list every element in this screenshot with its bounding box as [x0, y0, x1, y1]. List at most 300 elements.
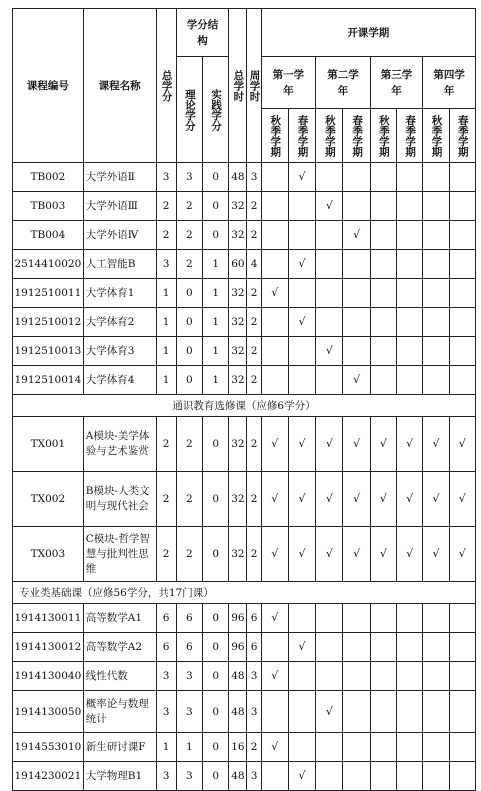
table-row: [13, 633, 476, 662]
semester-cell: [316, 366, 343, 395]
course-code: 1914130040: [13, 662, 84, 691]
semester-check-mark: √: [449, 472, 475, 527]
course-code: TX002: [13, 472, 84, 527]
semester-check-mark: √: [370, 472, 396, 527]
semester-cell: [343, 308, 370, 337]
semester-cell: [370, 733, 396, 762]
semester-check-mark: √: [343, 472, 370, 527]
total-credits: 6: [156, 604, 176, 633]
semester-cell: [423, 691, 449, 733]
practice-credits: 1: [203, 308, 229, 337]
semester-cell: [449, 604, 475, 633]
practice-credits: 1: [203, 279, 229, 308]
table-row: [13, 762, 476, 791]
practice-credits: 1: [203, 337, 229, 366]
total-credits: 1: [156, 366, 176, 395]
course-name: 概率论与数理统计: [83, 691, 156, 733]
semester-check-mark: √: [449, 527, 475, 582]
course-code: TX001: [13, 417, 84, 472]
total-credits: 1: [156, 279, 176, 308]
table-row: [13, 221, 476, 250]
weekly-hours: 2: [247, 417, 261, 472]
weekly-hours: 2: [247, 527, 261, 582]
table-body: [13, 163, 476, 791]
semester-cell: [343, 762, 370, 791]
course-name: 高等数学A1: [83, 604, 156, 633]
semester-check-mark: √: [370, 417, 396, 472]
semester-check-mark: √: [288, 472, 315, 527]
semester-check-mark: √: [288, 417, 315, 472]
semester-cell: [397, 308, 423, 337]
section-header-row: [13, 582, 476, 604]
semester-cell: [370, 250, 396, 279]
semester-cell: [449, 221, 475, 250]
course-name: 线性代数: [83, 662, 156, 691]
header-weekly-hours: 周学时: [247, 9, 261, 163]
total-hours: 32: [229, 337, 247, 366]
semester-cell: [370, 221, 396, 250]
semester-cell: [316, 308, 343, 337]
course-name: 大学物理B1: [83, 762, 156, 791]
semester-cell: [449, 691, 475, 733]
semester-cell: [288, 337, 315, 366]
course-name: 人工智能B: [83, 250, 156, 279]
table-row: [13, 192, 476, 221]
weekly-hours: 2: [247, 308, 261, 337]
semester-check-mark: √: [288, 308, 315, 337]
semester-cell: [397, 279, 423, 308]
total-hours: 32: [229, 527, 247, 582]
course-code: 1914230021: [13, 762, 84, 791]
weekly-hours: 2: [247, 366, 261, 395]
course-code: TB004: [13, 221, 84, 250]
course-name: 大学体育3: [83, 337, 156, 366]
total-hours: 32: [229, 366, 247, 395]
header-credit-structure: 学分结构: [176, 9, 229, 57]
semester-cell: [261, 633, 288, 662]
practice-credits: 0: [203, 527, 229, 582]
theory-credits: 2: [176, 527, 202, 582]
semester-check-mark: √: [370, 527, 396, 582]
table-row: [13, 604, 476, 633]
semester-check-mark: √: [397, 527, 423, 582]
semester-check-mark: √: [261, 279, 288, 308]
table-row: [13, 250, 476, 279]
header-autumn: 秋季学期: [261, 109, 288, 163]
semester-cell: [370, 662, 396, 691]
practice-credits: 0: [203, 633, 229, 662]
semester-cell: [370, 604, 396, 633]
theory-credits: 2: [176, 221, 202, 250]
semester-check-mark: √: [288, 762, 315, 791]
semester-cell: [397, 366, 423, 395]
semester-cell: [288, 604, 315, 633]
practice-credits: 0: [203, 691, 229, 733]
semester-cell: [397, 337, 423, 366]
semester-cell: [449, 337, 475, 366]
table-row: [13, 279, 476, 308]
total-credits: 3: [156, 163, 176, 192]
semester-cell: [423, 733, 449, 762]
semester-cell: [370, 192, 396, 221]
total-credits: 1: [156, 308, 176, 337]
semester-cell: [343, 633, 370, 662]
semester-cell: [370, 633, 396, 662]
course-code: 1912510012: [13, 308, 84, 337]
header-course-code: 课程编号: [13, 9, 84, 163]
semester-cell: [288, 192, 315, 221]
curriculum-table: [12, 8, 476, 791]
semester-check-mark: √: [343, 221, 370, 250]
header-spring: 春季学期: [449, 109, 475, 163]
table-row: [13, 527, 476, 582]
total-hours: 48: [229, 662, 247, 691]
semester-check-mark: √: [423, 527, 449, 582]
semester-cell: [423, 366, 449, 395]
semester-cell: [449, 308, 475, 337]
semester-cell: [397, 250, 423, 279]
total-hours: 32: [229, 192, 247, 221]
semester-cell: [288, 662, 315, 691]
semester-check-mark: √: [343, 417, 370, 472]
semester-cell: [423, 604, 449, 633]
semester-cell: [316, 633, 343, 662]
total-credits: 2: [156, 472, 176, 527]
header-year-2: 第二学年: [316, 57, 371, 109]
semester-cell: [261, 308, 288, 337]
table-row: [13, 472, 476, 527]
total-hours: 32: [229, 279, 247, 308]
header-total-hours: 总学时: [229, 9, 247, 163]
total-hours: 96: [229, 633, 247, 662]
semester-check-mark: √: [316, 337, 343, 366]
weekly-hours: 2: [247, 192, 261, 221]
semester-cell: [423, 337, 449, 366]
semester-cell: [343, 192, 370, 221]
practice-credits: 0: [203, 662, 229, 691]
semester-cell: [397, 221, 423, 250]
theory-credits: 1: [176, 733, 202, 762]
semester-cell: [449, 279, 475, 308]
total-hours: 96: [229, 604, 247, 633]
total-credits: 3: [156, 662, 176, 691]
semester-cell: [343, 163, 370, 192]
total-hours: 48: [229, 691, 247, 733]
semester-check-mark: √: [261, 472, 288, 527]
total-credits: 2: [156, 417, 176, 472]
weekly-hours: 3: [247, 691, 261, 733]
semester-cell: [343, 604, 370, 633]
course-name: 新生研讨课F: [83, 733, 156, 762]
semester-check-mark: √: [288, 250, 315, 279]
semester-check-mark: √: [288, 527, 315, 582]
header-semester: 开课学期: [261, 9, 475, 57]
total-credits: 1: [156, 733, 176, 762]
weekly-hours: 6: [247, 633, 261, 662]
theory-credits: 3: [176, 691, 202, 733]
practice-credits: 0: [203, 604, 229, 633]
header-year-1: 第一学年: [261, 57, 316, 109]
course-name: 大学外语Ⅱ: [83, 163, 156, 192]
semester-cell: [423, 633, 449, 662]
total-credits: 1: [156, 337, 176, 366]
practice-credits: 0: [203, 221, 229, 250]
course-code: 1912510014: [13, 366, 84, 395]
semester-cell: [423, 221, 449, 250]
theory-credits: 2: [176, 417, 202, 472]
theory-credits: 3: [176, 662, 202, 691]
semester-cell: [316, 604, 343, 633]
semester-check-mark: √: [343, 527, 370, 582]
semester-cell: [397, 733, 423, 762]
semester-cell: [397, 662, 423, 691]
header-theory-credits: 理论学分: [176, 57, 202, 163]
semester-cell: [288, 221, 315, 250]
course-code: TX003: [13, 527, 84, 582]
semester-cell: [397, 633, 423, 662]
course-name: B模块-人类文明与现代社会: [83, 472, 156, 527]
course-code: 1914130011: [13, 604, 84, 633]
weekly-hours: 3: [247, 163, 261, 192]
total-hours: 32: [229, 308, 247, 337]
table-row: [13, 308, 476, 337]
total-credits: 6: [156, 633, 176, 662]
course-name: 大学体育2: [83, 308, 156, 337]
semester-check-mark: √: [343, 366, 370, 395]
semester-cell: [370, 762, 396, 791]
total-credits: 2: [156, 221, 176, 250]
course-name: 高等数学A2: [83, 633, 156, 662]
course-code: TB002: [13, 163, 84, 192]
semester-cell: [261, 691, 288, 733]
theory-credits: 3: [176, 762, 202, 791]
semester-cell: [397, 163, 423, 192]
semester-cell: [261, 762, 288, 791]
practice-credits: 0: [203, 163, 229, 192]
semester-cell: [261, 221, 288, 250]
semester-cell: [423, 163, 449, 192]
practice-credits: 0: [203, 192, 229, 221]
weekly-hours: 2: [247, 337, 261, 366]
semester-cell: [261, 250, 288, 279]
semester-check-mark: √: [261, 604, 288, 633]
semester-cell: [370, 163, 396, 192]
semester-check-mark: √: [449, 417, 475, 472]
semester-check-mark: √: [261, 417, 288, 472]
semester-check-mark: √: [288, 163, 315, 192]
semester-check-mark: √: [397, 417, 423, 472]
semester-cell: [423, 662, 449, 691]
semester-cell: [397, 604, 423, 633]
semester-check-mark: √: [316, 417, 343, 472]
semester-cell: [449, 733, 475, 762]
semester-cell: [288, 366, 315, 395]
semester-cell: [423, 762, 449, 791]
semester-cell: [370, 308, 396, 337]
semester-cell: [370, 691, 396, 733]
semester-cell: [343, 662, 370, 691]
semester-cell: [397, 192, 423, 221]
total-credits: 3: [156, 691, 176, 733]
semester-check-mark: √: [261, 733, 288, 762]
semester-cell: [316, 250, 343, 279]
semester-cell: [370, 279, 396, 308]
theory-credits: 0: [176, 337, 202, 366]
course-name: 大学外语Ⅳ: [83, 221, 156, 250]
header-practice-credits: 实践学分: [203, 57, 229, 163]
semester-cell: [343, 279, 370, 308]
table-row: [13, 366, 476, 395]
semester-cell: [370, 337, 396, 366]
weekly-hours: 2: [247, 472, 261, 527]
theory-credits: 0: [176, 308, 202, 337]
total-hours: 48: [229, 163, 247, 192]
course-name: 大学体育1: [83, 279, 156, 308]
table-header: [13, 9, 476, 163]
theory-credits: 2: [176, 250, 202, 279]
table-row: [13, 662, 476, 691]
semester-cell: [316, 279, 343, 308]
weekly-hours: 3: [247, 762, 261, 791]
course-code: 1914130050: [13, 691, 84, 733]
header-year-3: 第三学年: [370, 57, 423, 109]
semester-check-mark: √: [316, 192, 343, 221]
semester-cell: [316, 221, 343, 250]
total-hours: 48: [229, 762, 247, 791]
semester-check-mark: √: [261, 662, 288, 691]
table-row: [13, 337, 476, 366]
total-credits: 2: [156, 192, 176, 221]
theory-credits: 2: [176, 192, 202, 221]
practice-credits: 0: [203, 733, 229, 762]
semester-cell: [449, 192, 475, 221]
section-header-row: [13, 395, 476, 417]
header-spring: 春季学期: [397, 109, 423, 163]
course-name: A模块-美学体验与艺术鉴赏: [83, 417, 156, 472]
semester-cell: [397, 762, 423, 791]
semester-check-mark: √: [316, 691, 343, 733]
semester-check-mark: √: [261, 527, 288, 582]
weekly-hours: 3: [247, 662, 261, 691]
header-spring: 春季学期: [343, 109, 370, 163]
theory-credits: 6: [176, 633, 202, 662]
semester-check-mark: √: [316, 472, 343, 527]
semester-cell: [449, 250, 475, 279]
semester-cell: [316, 163, 343, 192]
semester-cell: [316, 733, 343, 762]
section-title: 专业类基础课（应修56学分，共17门课）: [13, 582, 476, 604]
semester-cell: [449, 662, 475, 691]
course-name: 大学外语Ⅲ: [83, 192, 156, 221]
semester-cell: [343, 691, 370, 733]
semester-cell: [449, 762, 475, 791]
semester-cell: [343, 337, 370, 366]
practice-credits: 1: [203, 366, 229, 395]
course-code: 2514410020: [13, 250, 84, 279]
weekly-hours: 6: [247, 604, 261, 633]
semester-cell: [261, 337, 288, 366]
semester-cell: [397, 691, 423, 733]
practice-credits: 1: [203, 250, 229, 279]
header-spring: 春季学期: [288, 109, 315, 163]
course-name: C模块-哲学智慧与批判性思维: [83, 527, 156, 582]
total-hours: 32: [229, 221, 247, 250]
table-row: [13, 417, 476, 472]
header-autumn: 秋季学期: [370, 109, 396, 163]
semester-check-mark: √: [423, 417, 449, 472]
theory-credits: 0: [176, 279, 202, 308]
practice-credits: 0: [203, 762, 229, 791]
semester-check-mark: √: [316, 527, 343, 582]
practice-credits: 0: [203, 417, 229, 472]
semester-cell: [449, 366, 475, 395]
course-code: 1912510013: [13, 337, 84, 366]
course-name: 大学体育4: [83, 366, 156, 395]
practice-credits: 0: [203, 472, 229, 527]
table-row: [13, 163, 476, 192]
header-autumn: 秋季学期: [316, 109, 343, 163]
header-course-name: 课程名称: [83, 9, 156, 163]
semester-cell: [288, 691, 315, 733]
total-hours: 60: [229, 250, 247, 279]
total-credits: 3: [156, 250, 176, 279]
semester-cell: [261, 163, 288, 192]
course-code: 1912510011: [13, 279, 84, 308]
weekly-hours: 2: [247, 221, 261, 250]
semester-check-mark: √: [288, 633, 315, 662]
table-row: [13, 691, 476, 733]
semester-check-mark: √: [423, 472, 449, 527]
total-hours: 32: [229, 472, 247, 527]
semester-cell: [288, 279, 315, 308]
semester-cell: [288, 733, 315, 762]
total-credits: 2: [156, 527, 176, 582]
theory-credits: 2: [176, 472, 202, 527]
semester-cell: [261, 366, 288, 395]
semester-cell: [343, 250, 370, 279]
semester-cell: [423, 279, 449, 308]
semester-cell: [423, 308, 449, 337]
semester-cell: [261, 192, 288, 221]
semester-check-mark: √: [397, 472, 423, 527]
course-code: 1914130012: [13, 633, 84, 662]
semester-cell: [449, 633, 475, 662]
total-hours: 16: [229, 733, 247, 762]
section-title: 通识教育选修课（应修6学分）: [13, 395, 476, 417]
course-code: TB003: [13, 192, 84, 221]
table-row: [13, 733, 476, 762]
semester-cell: [449, 163, 475, 192]
course-code: 1914553010: [13, 733, 84, 762]
semester-cell: [316, 662, 343, 691]
weekly-hours: 2: [247, 733, 261, 762]
semester-cell: [370, 366, 396, 395]
weekly-hours: 4: [247, 250, 261, 279]
semester-cell: [423, 192, 449, 221]
total-credits: 3: [156, 762, 176, 791]
theory-credits: 6: [176, 604, 202, 633]
weekly-hours: 2: [247, 279, 261, 308]
semester-cell: [343, 733, 370, 762]
theory-credits: 3: [176, 163, 202, 192]
semester-cell: [316, 762, 343, 791]
theory-credits: 0: [176, 366, 202, 395]
header-total-credits: 总学分: [156, 9, 176, 163]
header-year-4: 第四学年: [423, 57, 476, 109]
total-hours: 32: [229, 417, 247, 472]
semester-cell: [423, 250, 449, 279]
header-autumn: 秋季学期: [423, 109, 449, 163]
